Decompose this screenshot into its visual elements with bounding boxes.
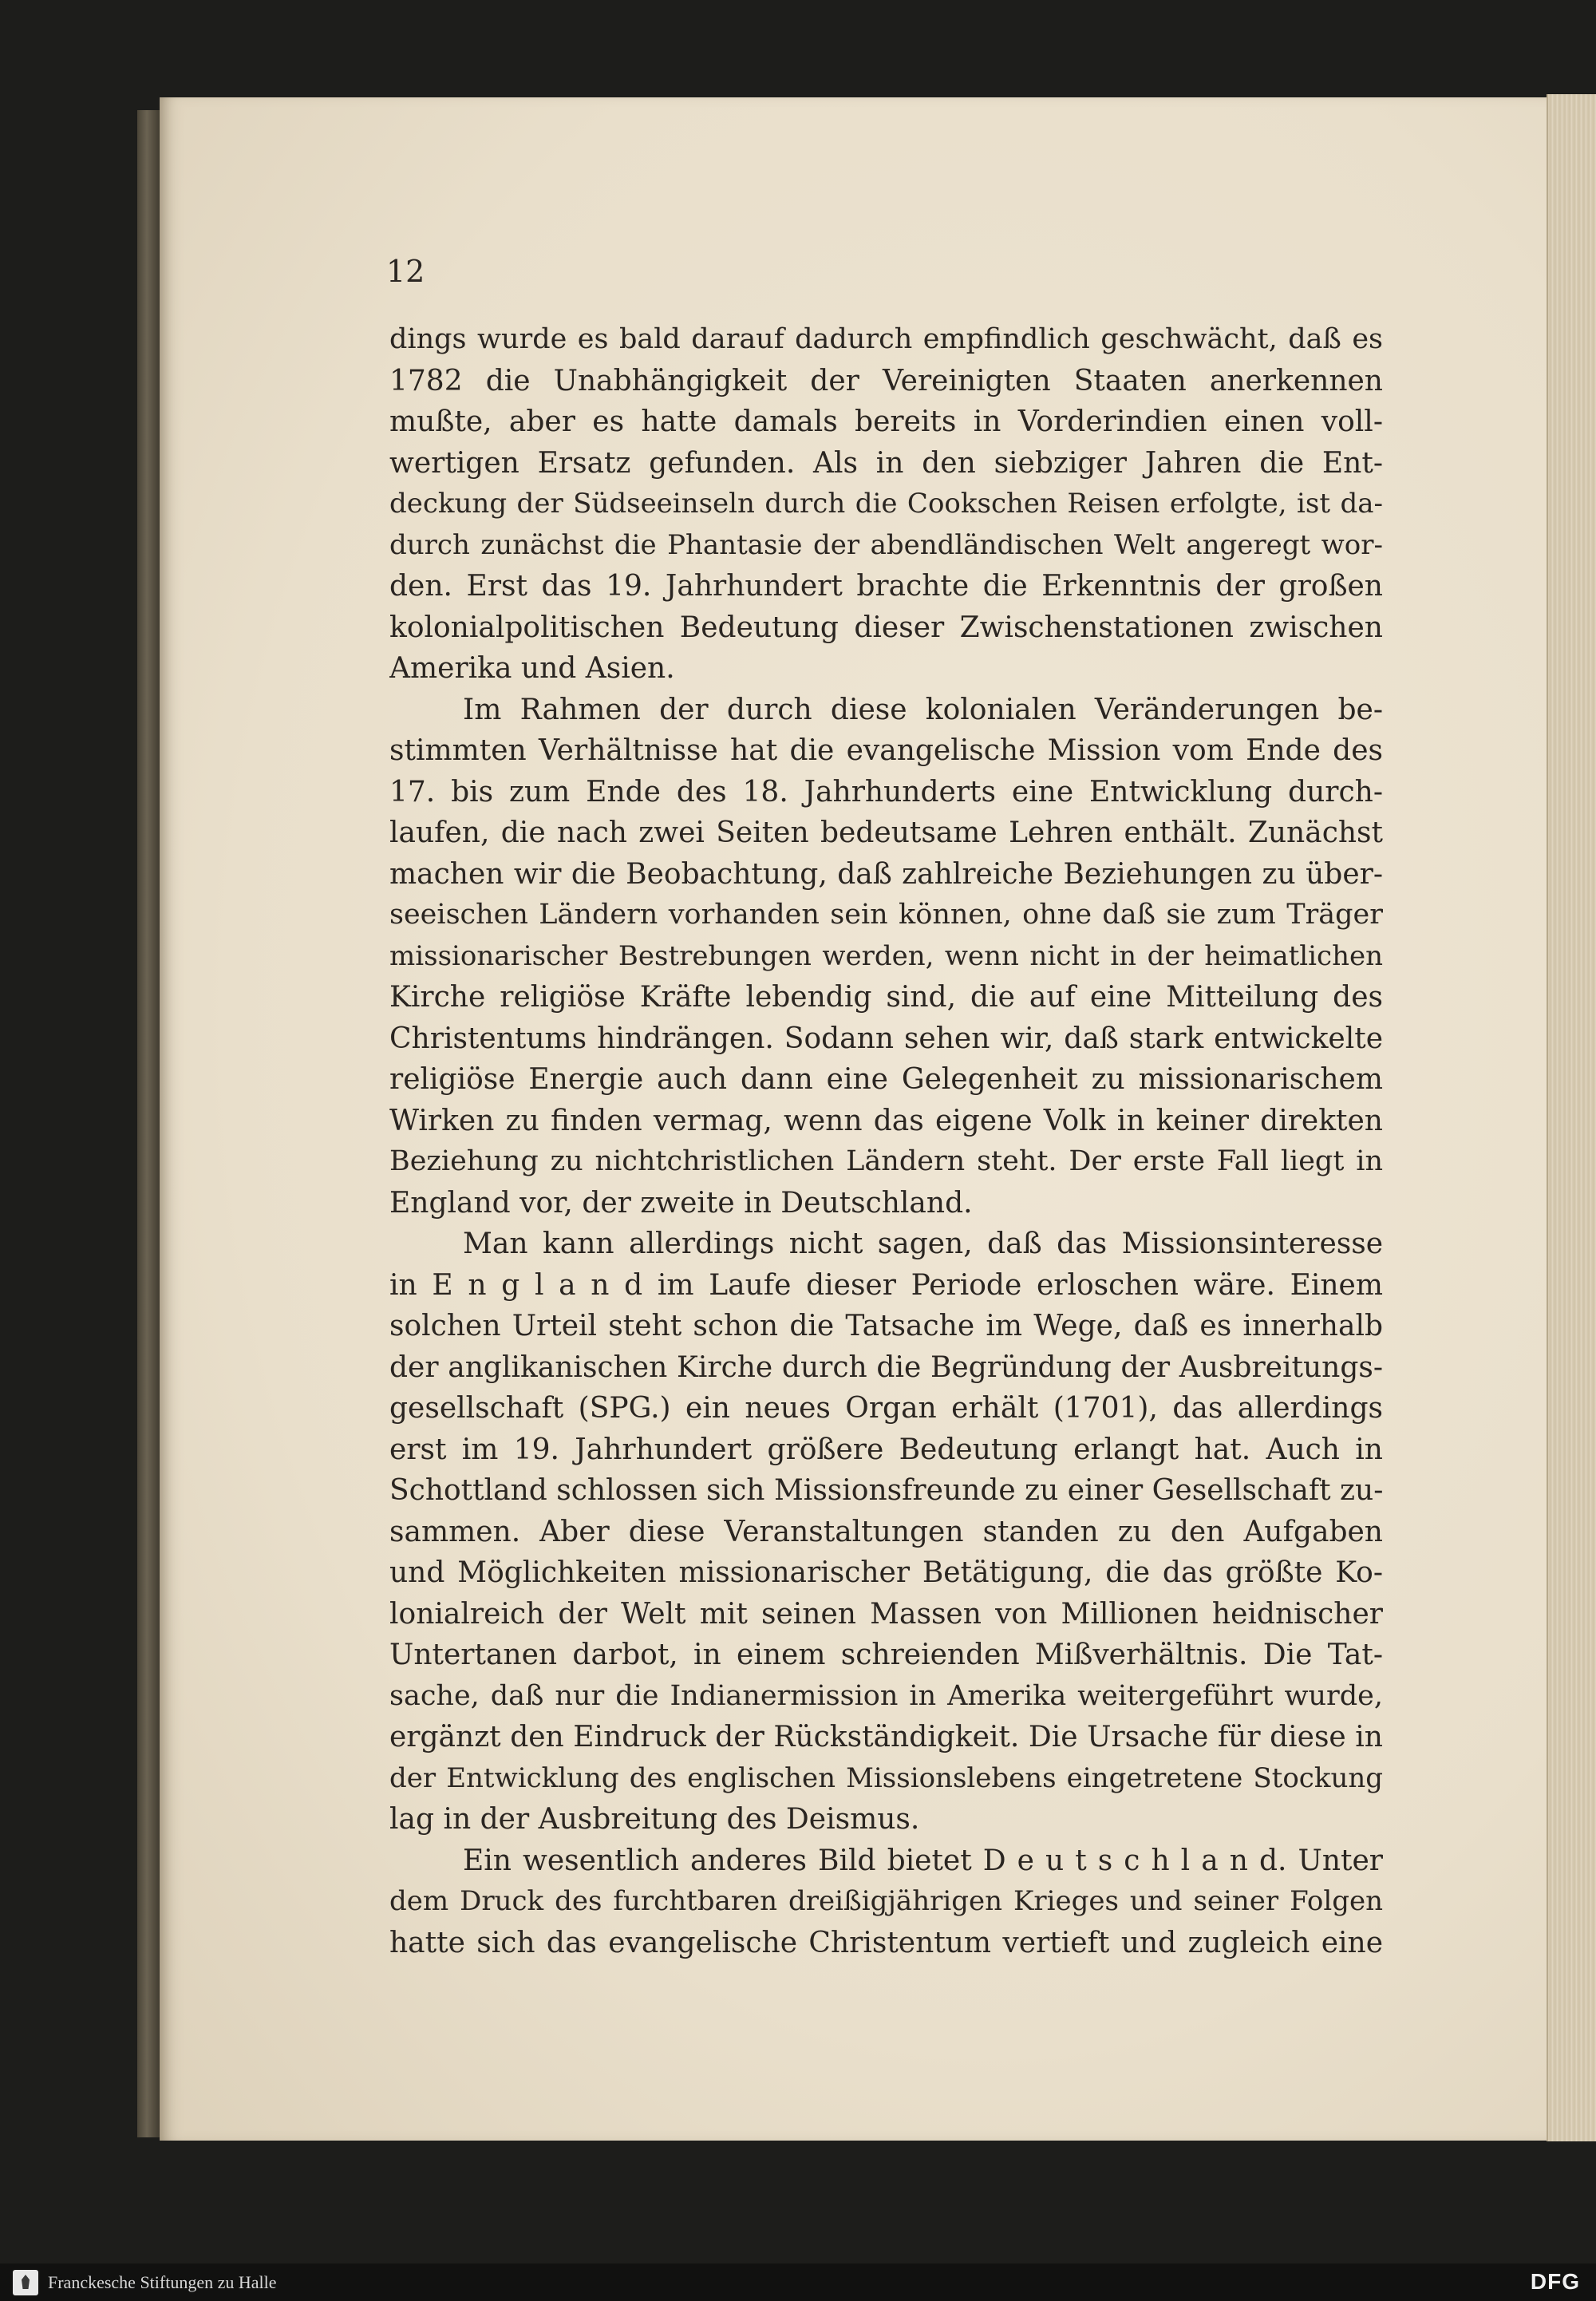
text-line: der anglikanischen Kirche durch die Begründung der Ausbreitungs- xyxy=(389,1350,1383,1384)
page-edges xyxy=(1547,94,1596,2141)
text-line: 17. bis zum Ende des 18. Jahrhunderts eine Entwicklung durch- xyxy=(389,775,1383,809)
text-line: England vor, der zweite in Deutschland. xyxy=(389,1186,973,1220)
text-line: den. Erst das 19. Jahrhundert brachte die Erkenntnis der großen xyxy=(389,570,1383,603)
text-line: und Möglichkeiten missionarischer Betätigung, die das größte Ko- xyxy=(389,1556,1383,1589)
text-line: ergänzt den Eindruck der Rückständigkeit. Die Ursache für diese in xyxy=(389,1721,1383,1753)
text-line: kolonialpolitischen Bedeutung dieser Zwischenstationen zwischen xyxy=(389,611,1383,644)
text-line: der Entwicklung des englischen Missionslebens eingetretene Stockung xyxy=(389,1761,1383,1794)
text-line: in E n g l a n d im Laufe dieser Periode erloschen wäre. Einem xyxy=(389,1268,1383,1302)
text-line: sammen. Aber diese Veranstaltungen standen zu den Aufgaben xyxy=(389,1515,1383,1548)
text-line: Christentums hindrängen. Sodann sehen wir, daß stark entwickelte xyxy=(389,1022,1383,1055)
text-line: 1782 die Unabhängigkeit der Vereinigten Staaten anerkennen xyxy=(389,364,1383,397)
text-line: durch zunächst die Phantasie der abendländischen Welt angeregt wor- xyxy=(389,528,1383,561)
text-line: Im Rahmen der durch diese kolonialen Veränderungen be- xyxy=(463,693,1383,726)
text-line: laufen, die nach zwei Seiten bedeutsame Lehren enthält. Zunächst xyxy=(389,816,1383,849)
text-line: Amerika und Asien. xyxy=(389,652,675,685)
body-text xyxy=(389,319,1383,1963)
text-line: solchen Urteil steht schon die Tatsache im Wege, daß es innerhalb xyxy=(389,1310,1383,1342)
text-line: missionarischer Bestrebungen werden, wenn nicht in der heimatlichen xyxy=(389,939,1383,972)
text-line: Beziehung zu nichtchristlichen Ländern steht. Der erste Fall liegt in xyxy=(389,1145,1383,1177)
text-line: lag in der Ausbreitung des Deismus. xyxy=(389,1803,920,1836)
text-line: seeischen Ländern vorhanden sein können, ohne daß sie zum Träger xyxy=(389,899,1383,931)
text-line: Kirche religiöse Kräfte lebendig sind, die auf eine Mitteilung des xyxy=(389,981,1383,1014)
text-line: religiöse Energie auch dann eine Gelegenheit zu missionarischem xyxy=(389,1063,1383,1096)
text-line: mußte, aber es hatte damals bereits in Vorderindien einen voll- xyxy=(389,405,1383,438)
text-line: gesellschaft (SPG.) ein neues Organ erhält (1701), das allerdings xyxy=(389,1392,1383,1425)
dfg-logo: DFG xyxy=(1530,2269,1580,2294)
text-line: dem Druck des furchtbaren dreißigjährigen Krieges und seiner Folgen xyxy=(389,1885,1383,1917)
footer-institution: Franckesche Stiftungen zu Halle xyxy=(48,2272,277,2292)
footer-bar xyxy=(0,2263,1596,2301)
page-number: 12 xyxy=(386,254,425,289)
text-line: Schottland schlossen sich Missionsfreunde zu einer Gesellschaft zu- xyxy=(389,1474,1383,1507)
franckesche-stiftungen-logo-icon xyxy=(13,2270,38,2295)
text-line: Ein wesentlich anderes Bild bietet D e u t s c h l a n d. Unter xyxy=(463,1844,1383,1877)
text-line: dings wurde es bald darauf dadurch empfindlich geschwächt, daß es xyxy=(389,323,1383,355)
text-line: hatte sich das evangelische Christentum vertieft und zugleich eine xyxy=(389,1926,1383,1959)
text-line: erst im 19. Jahrhundert größere Bedeutung erlangt hat. Auch in xyxy=(389,1433,1383,1466)
text-line: deckung der Südseeinseln durch die Cookschen Reisen erfolgte, ist da- xyxy=(389,488,1383,520)
text-line: Man kann allerdings nicht sagen, daß das Missionsinteresse xyxy=(463,1228,1383,1260)
text-line: sache, daß nur die Indianermission in Amerika weitergeführt wurde, xyxy=(389,1679,1383,1712)
text-line: lonialreich der Welt mit seinen Massen von Millionen heidnischer xyxy=(389,1597,1383,1631)
text-line: Wirken zu finden vermag, wenn das eigene Volk in keiner direkten xyxy=(389,1104,1383,1137)
text-line: stimmten Verhältnisse hat die evangelische Mission vom Ende des xyxy=(389,734,1383,767)
book-spine xyxy=(137,110,161,2137)
text-line: Untertanen darbot, in einem schreienden Mißverhältnis. Die Tat- xyxy=(389,1639,1383,1671)
text-line: machen wir die Beobachtung, daß zahlreiche Beziehungen zu über- xyxy=(389,857,1383,891)
text-line: wertigen Ersatz gefunden. Als in den siebziger Jahren die Ent- xyxy=(389,446,1383,480)
